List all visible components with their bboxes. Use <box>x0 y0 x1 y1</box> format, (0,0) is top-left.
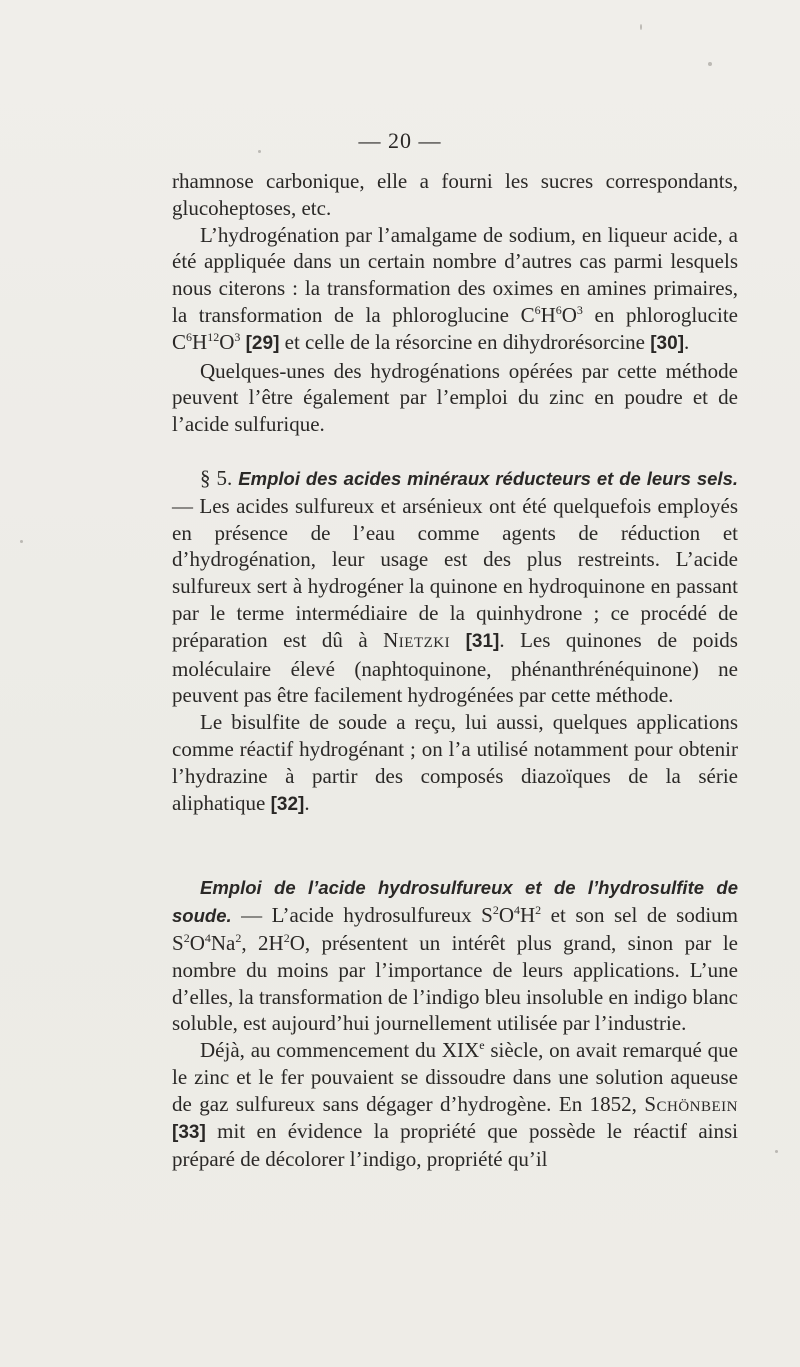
formula-element: , 2H <box>241 930 284 955</box>
century-superscript: e <box>479 1038 485 1053</box>
formula-superscript: 2 <box>283 930 290 945</box>
paragraph-3 <box>172 358 738 438</box>
text-run: et celle de la résorcine en dihydrorésorcine <box>279 329 651 354</box>
formula-element: H <box>540 302 556 327</box>
citation-ref: [32] <box>270 793 305 815</box>
citation-ref: [30] <box>650 332 685 354</box>
formula-superscript: 12 <box>207 329 220 344</box>
author-name: Schönbein <box>644 1091 738 1116</box>
section-5-paragraph <box>172 465 738 709</box>
formula-superscript: 2 <box>183 930 190 945</box>
formula-element: O <box>561 302 577 327</box>
paper-speck <box>640 24 642 30</box>
subsection-paragraph <box>172 874 738 1037</box>
formula-superscript: 3 <box>234 329 241 344</box>
formula-superscript: 2 <box>535 903 542 918</box>
paper-speck <box>708 62 712 66</box>
section-heading: Emploi des acides minéraux réducteurs et de leurs sels. <box>238 467 738 489</box>
text-run: — Les acides sulfureux et arsénieux ont été quelquefois employés en présence de l’eau comme agents de réduction et d’hydrogénation, leur usage est des plus restreints. L’acide sulfureux sert à hydrogéner la quinone en hydroquinone en passant par le terme intermédiaire de la quinhydrone ; ce procédé de préparation est dû à <box>172 493 738 652</box>
paragraph-3-text: Quelques-unes des hydrogénations opérées par cette méthode peuvent l’être également par l’emploi du zinc en poudre et de l’acide sulfurique. <box>172 358 738 437</box>
text-run <box>450 628 465 652</box>
paragraph-5 <box>172 709 738 818</box>
text-run: . Les quinones de poids moléculaire élevé (naphtoquinone, phénanthrénéquinone) ne peuvent pas être facilement hydrogénées par cette méthode. <box>172 627 738 708</box>
formula-superscript: 2 <box>235 930 242 945</box>
text-run: . <box>684 329 690 354</box>
text-run: . <box>304 790 310 815</box>
text-run: — L’acide hydrosulfureux S <box>231 903 493 928</box>
text-run: Déjà, au commencement du XIX <box>200 1038 480 1063</box>
paragraph-7 <box>172 1037 738 1173</box>
body-text <box>172 168 738 1173</box>
section-marker: § 5. <box>200 465 239 490</box>
formula-superscript: 3 <box>576 302 583 317</box>
formula-superscript: 2 <box>492 903 499 918</box>
citation-ref: [29] <box>245 332 280 354</box>
paragraph-1 <box>172 168 738 222</box>
text-run: O, présentent un intérêt plus grand, sinon par le nombre du moins par l’importance de leurs applications. L’une d’elles, la transformation de l’indigo bleu insoluble en indigo blanc soluble, est aujourd’hui journellement utilisée par l’industrie. <box>172 930 738 1036</box>
paper-speck <box>20 540 23 543</box>
formula-element: O <box>498 903 514 928</box>
formula-superscript: 4 <box>204 930 211 945</box>
citation-ref: [31] <box>465 630 500 652</box>
subsection-heading: Emploi de l’acide hydrosulfureux et de l’hydrosulfite de soude. <box>172 877 738 927</box>
text-run: Le bisulfite de soude a reçu, lui aussi, quelques applications comme réactif hydrogénant ; on l’a utilisé notamment pour obtenir l’hydrazine à partir des composés diazoïques de la série aliphatique <box>172 710 738 815</box>
author-name: Nietzki <box>383 627 451 652</box>
formula-superscript: 6 <box>186 329 193 344</box>
text-run: mit en évidence la propriété que possède le réactif ainsi préparé de décolorer l’indigo, propriété qu’il <box>172 1118 738 1172</box>
formula-superscript: 4 <box>513 903 520 918</box>
formula-element: H <box>192 329 208 354</box>
formula-superscript: 6 <box>555 302 562 317</box>
paragraph-1-text: rhamnose carbonique, elle a fourni les sucres correspondants, glucoheptoses, etc. <box>172 169 738 220</box>
citation-ref: [33] <box>172 1121 206 1143</box>
formula-element: O <box>189 930 205 955</box>
text-run: siècle, on avait remarqué que le zinc et le fer pouvaient se dissoudre dans une solution aqueuse de gaz sulfureux sans dégager d’hydrogène. En 1852, <box>172 1038 738 1116</box>
text-run: et son sel de sodium S <box>172 903 738 955</box>
text-run: L’hydrogénation par l’amalgame de sodium, en liqueur acide, a été appliquée dans un certain nombre d’autres cas parmi lesquels nous citerons : la transformation des oximes en amines primaires, la transformation de la phloroglucine C <box>172 222 738 327</box>
page-number: — 20 — <box>358 128 442 153</box>
text-run: en phloroglucite C <box>172 302 738 354</box>
paper-speck <box>775 1150 778 1153</box>
formula-element: O <box>219 329 235 354</box>
formula-element: H <box>519 903 536 928</box>
formula-element: Na <box>210 930 236 955</box>
paragraph-2 <box>172 222 738 358</box>
formula-superscript: 6 <box>534 302 541 317</box>
